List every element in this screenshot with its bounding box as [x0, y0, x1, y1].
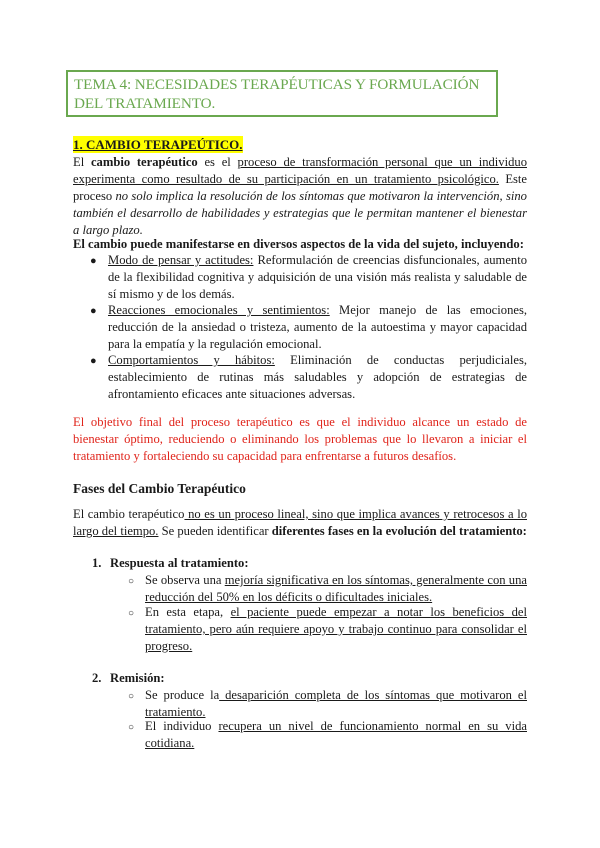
phase-label: Remisión: — [110, 671, 165, 685]
bullet-icon: ● — [90, 355, 97, 367]
bullet-icon: ● — [90, 255, 97, 267]
objective-paragraph: El objetivo final del proceso terapéutico es que el individuo alcance un estado de bienestar óptimo, reduciendo o eliminando los problemas que lo llevaron a iniciar el tratamiento y fortaleciendo su capacidad para enfrentarse a futuros desafíos. — [73, 415, 527, 463]
paragraph-phases-intro: El cambio terapéutico no es un proceso lineal, sino que implica avances y retrocesos a lo largo del tiempo. Se pueden identificar diferentes fases en la evolución del tratamiento: — [73, 507, 528, 538]
circle-bullet-icon: ○ — [128, 608, 135, 619]
sub-list-item: Se observa una mejoría significativa en los síntomas, generalmente con una reducción del 50% en los déficits o dificultades iniciales. — [145, 573, 527, 604]
sub-list-item: El individuo recupera un nivel de funcionamiento normal en su vida cotidiana. — [145, 719, 527, 750]
bullet-icon: ● — [90, 305, 97, 317]
sub-list-item: En esta etapa, el paciente puede empezar a notar los beneficios del tratamiento, pero aún requiere apoyo y trabajo continuo para consolidar el progreso. — [145, 605, 527, 653]
section-heading-fases: Fases del Cambio Terapéutico — [73, 481, 246, 496]
title-box — [66, 70, 498, 117]
phase-label: Respuesta al tratamiento: — [110, 556, 249, 570]
circle-bullet-icon: ○ — [128, 576, 135, 587]
circle-bullet-icon: ○ — [128, 691, 135, 702]
list-item: Modo de pensar y actitudes: Reformulación de creencias disfuncionales, aumento de la flexibilidad cognitiva y adquisición de una visión más realista y saludable de sí mismo y de los demás. — [108, 253, 527, 301]
paragraph-aspects: El cambio puede manifestarse en diversos aspectos de la vida del sujeto, incluyendo: — [73, 237, 524, 251]
paragraph-definition: El cambio terapéutico es el proceso de transformación personal que un individuo experimenta como resultado de su participación en un tratamiento psicológico. Este proceso no solo implica la resolución de los síntomas que motivaron la intervención, sino también el desarrollo de habilidades y estrategias que le permitan mantener el bienestar a largo plazo. — [73, 155, 527, 237]
phase-number: 2. — [92, 671, 102, 685]
document-title: TEMA 4: NECESIDADES TERAPÉUTICAS Y FORMULACIÓN DEL TRATAMIENTO. — [74, 76, 480, 112]
phase-number: 1. — [92, 556, 102, 570]
list-item: Reacciones emocionales y sentimientos: Mejor manejo de las emociones, reducción de la ansiedad o tristeza, aumento de la autoestima y mayor capacidad para la empatía y la regulación emocional. — [108, 303, 528, 351]
sub-list-item: Se produce la desaparición completa de los síntomas que motivaron el tratamiento. — [145, 688, 527, 719]
circle-bullet-icon: ○ — [128, 722, 135, 733]
list-item: Comportamientos y hábitos: Eliminación de conductas perjudiciales, establecimiento de rutinas más saludables y adopción de estrategias de afrontamiento eficaces ante situaciones adversas. — [108, 353, 527, 401]
section-heading-cambio: 1. CAMBIO TERAPEÚTICO. — [73, 137, 243, 152]
